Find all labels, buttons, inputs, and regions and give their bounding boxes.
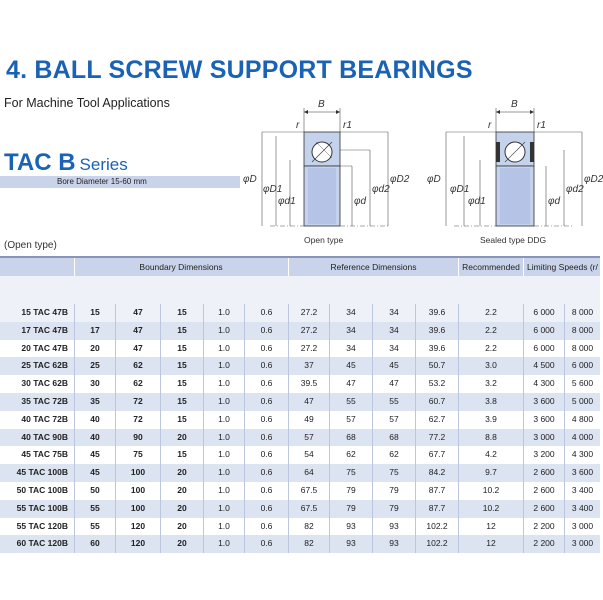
sealed-dim-D2-label: φD2 — [584, 174, 603, 185]
table-cell: 0.6 — [260, 431, 273, 442]
table-cell: 75 — [346, 467, 356, 478]
dim-d2-label: φd2 — [372, 184, 390, 195]
table-cell: 0.6 — [260, 413, 273, 424]
table-cell: 2 600 — [533, 484, 555, 495]
series-word: Series — [79, 155, 128, 174]
bore-diameter-text: Bore Diameter 15-60 mm — [57, 177, 147, 186]
table-cell: 12 — [486, 520, 496, 531]
table-cell: 0.6 — [260, 307, 273, 317]
table-cell: 6 000 — [533, 324, 555, 335]
table-cell: 75 — [389, 467, 399, 478]
table-row — [0, 482, 600, 500]
table-cell: 1.0 — [218, 324, 230, 335]
table-cell: 79 — [389, 484, 399, 495]
series-name: TAC B — [4, 149, 76, 176]
table-cell: 67.5 — [300, 484, 318, 495]
bearing-designation: 40 TAC 90B — [21, 431, 68, 442]
table-cell: 40 — [90, 431, 100, 442]
table-cell: 20 — [177, 431, 187, 442]
table-cell: 0.6 — [260, 538, 273, 549]
column-divider — [288, 304, 289, 553]
dim-d1-label: φd1 — [278, 196, 296, 207]
table-cell: 57 — [346, 413, 356, 424]
table-row — [0, 518, 600, 536]
table-cell: 1.0 — [218, 360, 230, 371]
table-cell: 15 — [177, 395, 187, 406]
table-cell: 3 400 — [571, 484, 594, 495]
table-cell: 93 — [346, 538, 356, 549]
table-cell: 79 — [346, 502, 356, 513]
table-cell: 27.2 — [300, 307, 318, 317]
table-cell: 1.0 — [218, 538, 230, 549]
table-cell: 25 — [90, 360, 100, 371]
table-cell: 3 600 — [533, 413, 555, 424]
table-cell: 79 — [346, 484, 356, 495]
table-cell: 47 — [389, 378, 399, 389]
table-cell: 4 000 — [571, 431, 594, 442]
table-cell: 68 — [389, 431, 399, 442]
table-cell: 27.2 — [300, 324, 318, 335]
table-cell: 100 — [130, 484, 146, 495]
table-cell: 40 — [90, 413, 100, 424]
table-cell: 2 200 — [533, 538, 555, 549]
sealed-type-diagram — [424, 99, 603, 245]
table-cell: 8 000 — [571, 342, 594, 353]
table-cell: 30 — [90, 378, 100, 389]
table-cell: 90 — [133, 431, 143, 442]
table-cell: 67.5 — [300, 502, 318, 513]
table-cell: 62 — [389, 449, 399, 460]
bearing-designation: 20 TAC 47B — [21, 342, 68, 353]
table-cell: 120 — [130, 520, 146, 531]
table-cell: 50.7 — [428, 360, 446, 371]
table-row — [0, 535, 600, 553]
column-divider — [564, 304, 565, 553]
table-cell: 75 — [133, 449, 143, 460]
page-title: 4. BALL SCREW SUPPORT BEARINGS — [6, 56, 473, 84]
table-cell: 20 — [90, 342, 100, 353]
table-cell: 15 — [177, 413, 187, 424]
bearing-designation: 55 TAC 100B — [16, 502, 68, 513]
table-cell: 27.2 — [300, 342, 318, 353]
table-cell: 47 — [133, 324, 143, 335]
column-divider — [458, 304, 459, 553]
table-cell: 0.6 — [260, 449, 273, 460]
table-cell: 15 — [177, 449, 187, 460]
table-cell: 15 — [90, 307, 100, 317]
open-type-drawing — [240, 100, 420, 235]
table-cell: 87.7 — [428, 502, 446, 513]
sealed-dim-D1-label: φD1 — [450, 184, 470, 195]
table-cell: 8 000 — [571, 324, 594, 335]
bearing-designation: 30 TAC 62B — [21, 378, 68, 389]
table-cell: 0.6 — [260, 502, 273, 513]
table-cell: 82 — [304, 538, 314, 549]
bearing-designation: 15 TAC 47B — [21, 307, 68, 317]
sealed-type-drawing — [424, 100, 600, 235]
table-cell: 47 — [133, 342, 143, 353]
table-cell: 93 — [389, 520, 399, 531]
table-cell: 15 — [177, 342, 187, 353]
table-cell: 0.6 — [260, 342, 273, 353]
column-divider — [415, 304, 416, 553]
table-cell: 3 000 — [571, 538, 594, 549]
table-cell: 34 — [389, 342, 399, 353]
table-cell: 49 — [304, 413, 314, 424]
column-divider — [160, 304, 161, 553]
table-cell: 39.6 — [428, 324, 446, 335]
table-cell: 55 — [346, 395, 356, 406]
table-header — [0, 256, 600, 276]
table-cell: 102.2 — [426, 520, 448, 531]
table-cell: 17 — [90, 324, 100, 335]
table-cell: 57 — [304, 431, 314, 442]
table-cell: 84.2 — [428, 467, 446, 478]
table-cell: 50 — [90, 484, 100, 495]
table-cell: 15 — [177, 360, 187, 371]
sealed-dim-d1-label: φd1 — [468, 196, 486, 207]
table-cell: 47 — [346, 378, 356, 389]
column-divider — [372, 304, 373, 553]
table-cell: 1.0 — [218, 413, 230, 424]
table-cell: 62.7 — [428, 413, 446, 424]
table-cell: 9.7 — [485, 467, 497, 478]
table-cell: 55 — [90, 520, 100, 531]
table-cell: 53.2 — [428, 378, 446, 389]
table-cell: 34 — [346, 307, 356, 317]
dim-b-label: B — [318, 99, 325, 110]
table-cell: 2.2 — [485, 342, 497, 353]
bearing-table — [0, 256, 600, 556]
table-cell: 0.6 — [260, 395, 273, 406]
table-cell: 8.8 — [485, 431, 497, 442]
table-cell: 5 600 — [571, 378, 594, 389]
dim-d-label: φd — [354, 196, 367, 207]
table-cell: 47 — [133, 307, 143, 317]
table-cell: 1.0 — [218, 378, 230, 389]
table-cell: 47 — [304, 395, 314, 406]
bearing-designation: 50 TAC 100B — [16, 484, 68, 495]
table-cell: 34 — [389, 307, 399, 317]
column-divider — [523, 304, 524, 553]
sealed-dim-d-label: φd — [548, 196, 561, 207]
table-cell: 1.0 — [218, 431, 230, 442]
table-cell: 2 600 — [533, 502, 555, 513]
table-cell: 15 — [177, 307, 187, 317]
table-cell: 82 — [304, 520, 314, 531]
table-cell: 87.7 — [428, 484, 446, 495]
table-cell: 45 — [389, 360, 399, 371]
table-cell: 4 500 — [533, 360, 555, 371]
series-heading — [4, 149, 128, 177]
table-cell: 15 — [177, 324, 187, 335]
sealed-dim-r1-label: r1 — [537, 120, 546, 131]
table-cell: 39.6 — [428, 342, 446, 353]
table-cell: 2 200 — [533, 520, 555, 531]
bearing-designation: 40 TAC 72B — [21, 413, 68, 424]
table-cell: 2.2 — [485, 324, 497, 335]
subtitle: For Machine Tool Applications — [4, 96, 170, 110]
table-cell: 20 — [177, 538, 187, 549]
table-cell: 3.9 — [485, 413, 497, 424]
column-divider — [329, 304, 330, 553]
table-cell: 12 — [486, 538, 496, 549]
table-cell: 0.6 — [260, 484, 273, 495]
table-row — [0, 393, 600, 411]
table-cell: 20 — [177, 520, 187, 531]
table-cell: 3.0 — [485, 360, 497, 371]
table-cell: 1.0 — [218, 395, 230, 406]
table-cell: 60.7 — [428, 395, 446, 406]
table-cell: 1.0 — [218, 520, 230, 531]
table-cell: 77.2 — [428, 431, 446, 442]
table-cell: 0.6 — [260, 520, 273, 531]
table-cell: 45 — [90, 467, 100, 478]
table-cell: 62 — [346, 449, 356, 460]
table-cell: 20 — [177, 484, 187, 495]
table-cell: 34 — [346, 342, 356, 353]
table-cell: 3.8 — [485, 395, 497, 406]
table-cell: 102.2 — [426, 538, 448, 549]
table-cell: 4 300 — [571, 449, 594, 460]
table-cell: 120 — [130, 538, 146, 549]
table-cell: 72 — [133, 395, 143, 406]
header-reference: Reference Dimensions — [330, 262, 417, 272]
table-cell: 3 400 — [571, 502, 594, 513]
header-boundary: Boundary Dimensions — [139, 262, 223, 272]
table-cell: 0.6 — [260, 467, 273, 478]
open-type-label: Open type — [304, 235, 344, 245]
table-cell: 3.2 — [485, 378, 497, 389]
dim-r1-label: r1 — [343, 120, 352, 131]
table-cell: 4 800 — [571, 413, 594, 424]
table-cell: 5 000 — [571, 395, 594, 406]
table-cell: 100 — [130, 502, 146, 513]
table-cell: 57 — [389, 413, 399, 424]
table-cell: 6 000 — [533, 342, 555, 353]
table-cell: 3 600 — [533, 395, 555, 406]
dim-D1-label: φD1 — [263, 184, 283, 195]
open-type-note: (Open type) — [4, 240, 57, 251]
bearing-designation: 17 TAC 47B — [21, 324, 68, 335]
sealed-type-label: Sealed type DDG — [480, 235, 547, 245]
table-cell: 15 — [177, 378, 187, 389]
table-cell: 93 — [389, 538, 399, 549]
bearing-designation: 60 TAC 120B — [16, 538, 68, 549]
table-cell: 55 — [389, 395, 399, 406]
table-cell: 8 000 — [571, 307, 594, 317]
bearing-designation: 45 TAC 75B — [21, 449, 68, 460]
table-cell: 3 000 — [533, 431, 555, 442]
sealed-dim-b-label: B — [511, 99, 518, 110]
table-cell: 34 — [389, 324, 399, 335]
table-cell: 39.6 — [428, 307, 446, 317]
column-divider — [244, 304, 245, 553]
column-divider — [203, 304, 204, 553]
table-cell: 54 — [304, 449, 314, 460]
dim-D-label: φD — [243, 174, 257, 185]
column-divider — [115, 304, 116, 553]
table-cell: 45 — [346, 360, 356, 371]
table-row — [0, 411, 600, 429]
table-cell: 20 — [177, 502, 187, 513]
sealed-dim-r-label: r — [488, 120, 492, 131]
sealed-dim-D-label: φD — [427, 174, 441, 185]
table-cell: 6 000 — [571, 360, 594, 371]
table-cell: 37 — [304, 360, 314, 371]
table-cell: 0.6 — [260, 324, 273, 335]
table-row — [0, 446, 600, 464]
table-cell: 4 300 — [533, 378, 555, 389]
table-cell: 0.6 — [260, 378, 273, 389]
table-cell: 1.0 — [218, 502, 230, 513]
table-row — [0, 500, 600, 518]
dim-r-label: r — [296, 120, 300, 131]
table-cell: 60 — [90, 538, 100, 549]
table-cell: 0.6 — [260, 360, 273, 371]
table-row — [0, 357, 600, 375]
table-cell: 72 — [133, 413, 143, 424]
table-cell: 64 — [304, 467, 314, 478]
table-cell: 3 200 — [533, 449, 555, 460]
header-recommended: Recommended — [462, 262, 520, 272]
table-body — [0, 304, 600, 553]
table-row — [0, 464, 600, 482]
table-cell: 10.2 — [482, 502, 500, 513]
bearing-designation: 45 TAC 100B — [16, 467, 68, 478]
table-cell: 4.2 — [485, 449, 497, 460]
open-type-diagram — [240, 99, 420, 245]
table-row — [0, 375, 600, 393]
table-row — [0, 429, 600, 447]
table-cell: 3 600 — [571, 467, 594, 478]
table-cell: 55 — [90, 502, 100, 513]
table-cell: 67.7 — [428, 449, 446, 460]
table-cell: 6 000 — [533, 307, 555, 317]
table-cell: 1.0 — [218, 449, 230, 460]
table-cell: 35 — [90, 395, 100, 406]
bearing-designation: 55 TAC 120B — [16, 520, 68, 531]
table-cell: 45 — [90, 449, 100, 460]
table-cell: 2.2 — [485, 307, 497, 317]
table-cell: 62 — [133, 378, 143, 389]
bearing-designation: 35 TAC 72B — [21, 395, 68, 406]
table-cell: 68 — [346, 431, 356, 442]
table-cell: 62 — [133, 360, 143, 371]
bearing-designation: 25 TAC 62B — [21, 360, 68, 371]
table-cell: 3 000 — [571, 520, 594, 531]
header-limiting-speeds: Limiting Speeds (r/ — [527, 262, 598, 272]
column-divider — [74, 304, 75, 553]
table-cell: 100 — [130, 467, 146, 478]
table-cell: 10.2 — [482, 484, 500, 495]
table-cell: 1.0 — [218, 342, 230, 353]
dim-D2-label: φD2 — [390, 174, 410, 185]
table-row — [0, 340, 600, 358]
table-cell: 1.0 — [218, 484, 230, 495]
table-cell: 39.5 — [300, 378, 318, 389]
table-cell: 1.0 — [218, 307, 230, 317]
table-row — [0, 304, 600, 322]
table-cell: 93 — [346, 520, 356, 531]
table-cell: 34 — [346, 324, 356, 335]
table-row — [0, 322, 600, 340]
table-cell: 79 — [389, 502, 399, 513]
sealed-dim-d2-label: φd2 — [566, 184, 584, 195]
table-cell: 2 600 — [533, 467, 555, 478]
table-cell: 20 — [177, 467, 187, 478]
table-cell: 1.0 — [218, 467, 230, 478]
